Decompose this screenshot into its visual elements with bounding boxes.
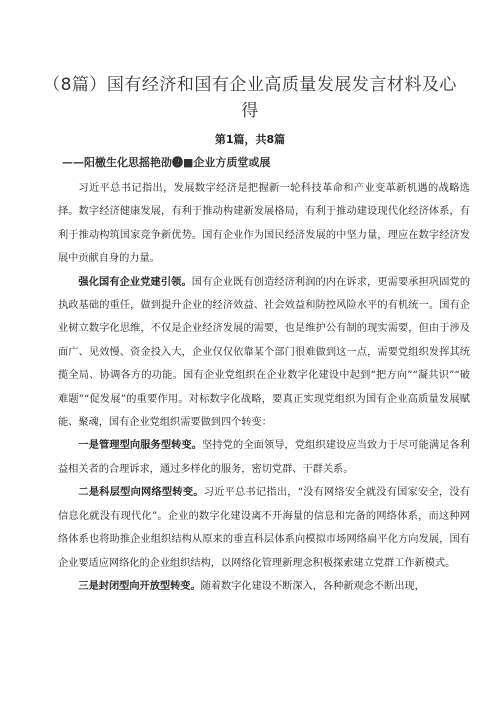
paragraph-3 (58, 434, 470, 481)
document-tagline: ——阳檄生化思摇艳劭❷■企业方质堂或展 (62, 156, 271, 169)
paragraph-text: 随着数字化建设不断深入，各种新观念不断出现， (200, 580, 425, 592)
paragraph-text: 国有企业既有创造经济利润的内在诉求，更需要承担巩固党的执政基础的重任，做到提升企业的经济效益、社会效益和防控风险水平的有机统一。国有企业树立数字化思维，不仅是企业经济发展的需要，也是维护公有制的现实需要，但由于涉及面广、见效慢、资金投入大，企业仅仅依靠某个部门很难做到这一点，需要党组织发挥其统揽全局、协调各方的功能。国有企业党组织在企业数字化建设中起到“把方向”“凝共识”“破难题”“促发展”的重要作用。对标数字化战略，要真正实现党组织为国有企业高质量发展赋能、聚魂，国有企业党组织需要做到四个转变： (58, 276, 471, 429)
paragraph-lead: 一是管理型向服务型转变。 (78, 439, 203, 452)
paragraph-4 (58, 481, 470, 575)
paragraph-2 (58, 271, 470, 435)
paragraph-5 (58, 575, 470, 598)
paragraph-text: 坚持党的全面领导，党组织建设应当致力于尽可能满足各利益相关者的合理诉求，通过多样化的服务，密切党群、干群关系。 (58, 440, 470, 475)
paragraph-text: 习近平总书记指出，“没有网络安全就没有国家安全，没有信息化就没有现代化”。企业的数字化建设离不开海量的信息和完备的网络体系，而这种网络体系也将助推企业组织结构从原来的垂直科层体系向模拟市场网络扁平化方向发展，国有企业要适应网络化的企业组织结构，以网络化管理新理念积极探索建立党群工作新模式。 (58, 487, 470, 569)
paragraph-text: 习近平总书记指出，发展数字经济是把握新一轮科技革命和产业变革新机遇的战略选择。数字经济健康发展，有利于推动构建新发展格局，有利于推动建设现代化经济体系，有利于推动构筑国家竞争新优势。国有企业作为国民经济发展的中坚力量，理应在数字经济发展中贡献自身的力量。 (58, 183, 470, 265)
document-title: （8篇）国有经济和国有企业高质量发展发言材料及心得 (43, 75, 457, 121)
paragraph-lead: 二是科层型向网络型转变。 (78, 486, 204, 499)
paragraph-1 (58, 177, 470, 271)
document-body (58, 177, 470, 598)
paragraph-lead: 强化国有企业党建引领。 (78, 275, 192, 288)
paragraph-lead: 三是封闭型向开放型转变。 (78, 579, 201, 592)
document-subtitle: 第1篇，共8篇 (214, 133, 286, 146)
